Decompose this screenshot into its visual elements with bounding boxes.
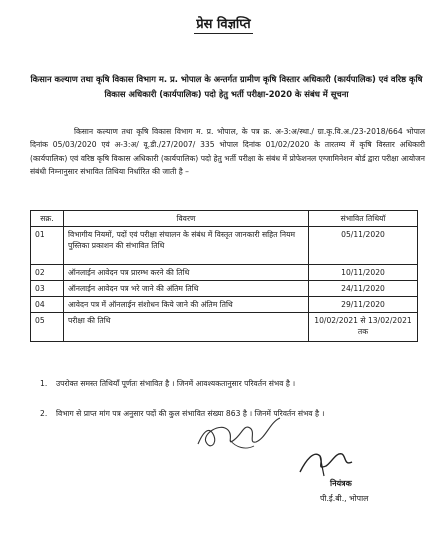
- row-serial: 03: [31, 281, 64, 297]
- issuing-office: पी.ई.बी., भोपाल: [320, 494, 369, 503]
- header-serial: सक्र.: [31, 211, 64, 227]
- page-title: प्रेस विज्ञप्ति: [196, 17, 251, 32]
- intro-paragraph: [30, 125, 425, 179]
- header-description: विवरण: [64, 211, 309, 227]
- row-serial: 02: [31, 265, 64, 281]
- note-text: उपरोक्त समस्त तिथियॉं पूर्णतः संभावित है । जिनमें आवश्यकतानुसार परिवर्तन संभव है ।: [56, 379, 296, 388]
- row-description: परीक्षा की तिथि: [64, 313, 309, 342]
- handwritten-signature: [190, 400, 300, 460]
- row-date: 24/11/2020: [309, 281, 418, 297]
- row-description: विभागीय नियमों, पदों एवं परीक्षा संचालन के संबंध में विस्तृत जानकारी सहित नियम पुस्तिका प्रकाशन की संभावित तिथि: [64, 227, 309, 265]
- header-date: संभावित तिथियॉ: [309, 211, 418, 227]
- officer-signature: [296, 442, 356, 482]
- row-serial: 01: [31, 227, 64, 265]
- note-number: 1.: [40, 379, 48, 388]
- row-serial: 05: [31, 313, 64, 342]
- table-header-row: [31, 211, 418, 227]
- row-date: 05/11/2020: [309, 227, 418, 265]
- table-row: [31, 281, 418, 297]
- note-1: [40, 376, 423, 392]
- table-row: [31, 265, 418, 281]
- row-description: आवेदन पत्र में ऑनलाईन संशोधन किये जाने की अंतिम तिथि: [64, 297, 309, 313]
- row-date: 10/02/2021 से 13/02/2021 तक: [309, 313, 418, 342]
- table-row: [31, 313, 418, 342]
- row-description: ऑनलाईन आवेदन पत्र प्रारम्भ करने की तिथि: [64, 265, 309, 281]
- row-description: ऑनलाईन आवेदन पत्र भरे जाने की अंतिम तिथि: [64, 281, 309, 297]
- note-number: 2.: [40, 409, 48, 418]
- intro-text: किसान कल्याण तथा कृषि विकास विभाग म. प्र. भोपाल, के पत्र क्र. अ-3:अ/स्था./ ग्रा.कृ.वि.अ./23-2018/664 भोपाल दिनांक 05/03/2020 एवं अ-3:अ/ वू.डी./27/2007/ 335 भोपाल दिनांक 01/02/2020 के तारतम्य में कृषि विस्तार अधिकारी (कार्यपालिक) एवं वरिष्ठ कृषि विकास अधिकारी (कार्यपालिक) पदो हेतु भर्ती परीक्षा के संबंध में प्रोफेशनल एग्जामिनेशन बोर्ड द्वारा परीक्षा आयोजन संबंधी निम्नानुसार संभावित तिथिया निर्धारित की जाती है –: [30, 127, 425, 177]
- schedule-table: [30, 210, 418, 342]
- row-serial: 04: [31, 297, 64, 313]
- table-row: [31, 227, 418, 265]
- issuing-authority: नियंत्रक: [330, 479, 352, 488]
- note-text: विभाग से प्राप्त मांग पत्र अनुसार पदों की कुल संभावित संख्या 863 है । जिनमें परिवर्तन संभव है ।: [56, 409, 325, 418]
- row-date: 29/11/2020: [309, 297, 418, 313]
- notice-subject: किसान कल्याण तथा कृषि विकास विभाग म. प्र. भोपाल के अन्तर्गत ग्रामीण कृषि विस्तार अधिकारी (कार्यपालिक) एवं वरिष्ठ कृषि विकास अधिकारी (कार्यपालिक) पदो हेतु भर्ती परीक्षा-2020 के संबंध में सूचना: [30, 74, 423, 99]
- row-date: 10/11/2020: [309, 265, 418, 281]
- table-row: [31, 297, 418, 313]
